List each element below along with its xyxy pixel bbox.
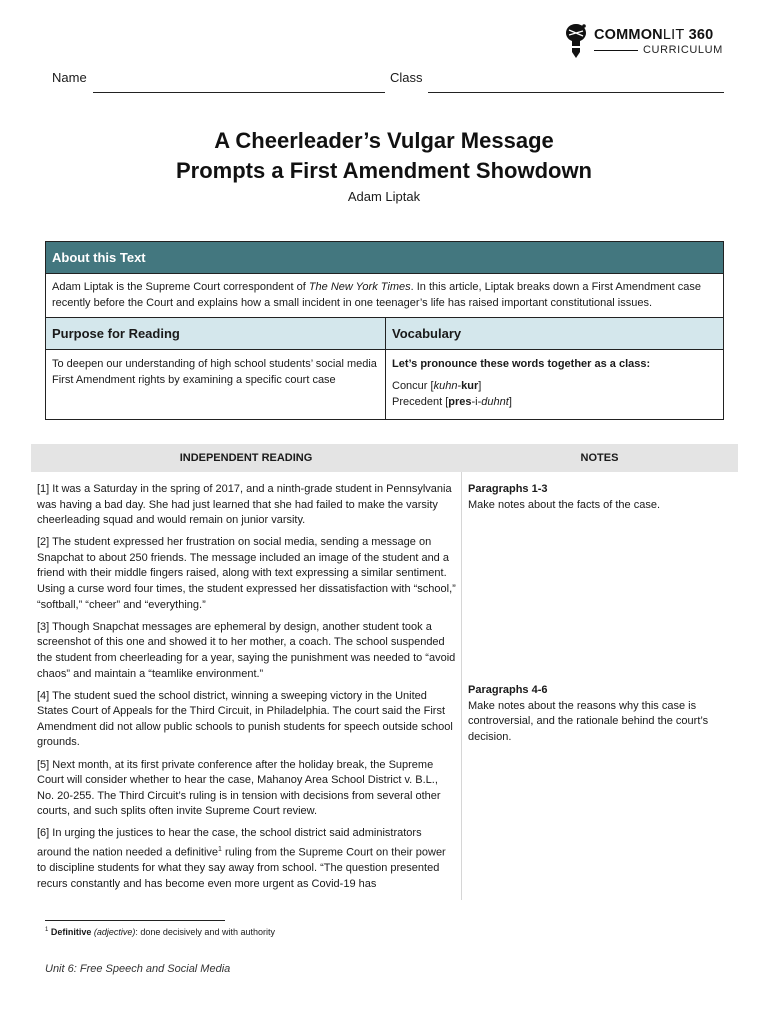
- purpose-column: [46, 318, 385, 419]
- paragraph: [5] Next month, at its first private conference after the holiday break, the Supreme Court will consider whether to hear the case, Mahanoy Area School District v. B.L., No. 20-255. The Third Circuit’s ruling is in tension with decisions from several other courts, and such splits often invite Supreme Court review.: [37, 758, 441, 818]
- reading-header-bar: [31, 444, 738, 472]
- paragraph: [4] The student sued the school district, winning a sweeping victory in the United States Court of Appeals for the Third Circuit, in Philadelphia. The court said the First Amendment did not allow public schools to punish students for speech outside school grounds.: [37, 689, 453, 749]
- paragraph: [2] The student expressed her frustration on social media, sending a message on Snapchat to about 250 friends. The message included an image of the student and a friend with their middle fingers raised, along with text expressing a similar sentiment. Using a curse word four times, the student expressed her dissatisfaction with “school,” “softball,” “cheer” and “everything.”: [37, 536, 456, 611]
- unit-footer: Unit 6: Free Speech and Social Media: [45, 963, 231, 975]
- paragraph: [1] It was a Saturday in the spring of 2017, and a ninth-grade student in Pennsylvania was having a bad day. She had just learned that she had failed to make the varsity cheerleading squad and would remain on junior varsity.: [37, 483, 452, 527]
- lamp-icon: [562, 22, 590, 60]
- class-field[interactable]: [428, 92, 724, 93]
- purpose-heading: Purpose for Reading: [46, 318, 385, 350]
- about-heading: About this Text: [46, 242, 723, 274]
- text-info-table: [45, 241, 724, 420]
- vocabulary-column: [385, 318, 723, 419]
- footnote-marker: 1: [218, 845, 222, 853]
- logo-rule: [594, 50, 638, 51]
- notes-prompt: Make notes about the facts of the case.: [468, 498, 661, 511]
- vocabulary-lead: Let’s pronounce these words together as a class:: [392, 358, 651, 370]
- vocabulary-word: Concur [kuhn-kur]: [392, 380, 482, 392]
- author: Adam Liptak: [347, 189, 421, 204]
- logo-title: COMMONLIT 360: [594, 27, 714, 43]
- vocabulary-body: [386, 350, 723, 419]
- name-label: Name: [52, 70, 87, 85]
- footnote: $^1$ Definitive (adjective): done decisively and with authority: [45, 927, 275, 937]
- purpose-body: To deepen our understanding of high school students’ social media First Amendment rights by examining a specific court case: [52, 358, 377, 386]
- about-body: Adam Liptak is the Supreme Court correspondent of The New York Times. In this article, Liptak breaks down a First Amendment case recently before the Court and explains how a small incident in one teenager’s life has raised important constitutional issues.: [46, 274, 723, 318]
- notes-block[interactable]: [468, 683, 733, 745]
- document-title-line-1: A Cheerleader’s Vulgar Message: [214, 128, 554, 153]
- notes-block[interactable]: [468, 482, 733, 513]
- footnote-rule: [45, 920, 225, 921]
- reading-paragraphs: [37, 482, 457, 899]
- paragraph: [3] Though Snapchat messages are ephemeral by design, another student took a screenshot of this one and showed it to her mother, a coach. The school suspended the student from cheerleading for a year, saying the punishment was needed to “avoid chaos” and maintain a “teamlike environment.”: [37, 620, 456, 680]
- vocabulary-heading: Vocabulary: [386, 318, 723, 350]
- notes-header: NOTES: [580, 452, 619, 464]
- paragraph: [6] In urging the justices to hear the case, the school district said administrators around the nation needed a definitive$^1$ ruling from the Supreme Court on their power to discipline students for what they say away from school. “The question presented recurs constantly and has become even more urgent as Covid-19 has: [37, 827, 446, 890]
- independent-reading-header: INDEPENDENT READING: [179, 452, 313, 464]
- notes-heading: Paragraphs 4-6: [468, 684, 548, 696]
- vocabulary-word: Precedent [pres-i-duhnt]: [392, 396, 512, 408]
- name-field[interactable]: [93, 92, 385, 93]
- notes-heading: Paragraphs 1-3: [468, 483, 548, 495]
- class-label: Class: [390, 70, 423, 85]
- column-divider: [461, 472, 462, 900]
- document-title-line-2: Prompts a First Amendment Showdown: [176, 158, 592, 183]
- logo-subtitle: CURRICULUM: [643, 44, 723, 56]
- notes-prompt: Make notes about the reasons why this case is controversial, and the rationale behind the court’s decision.: [468, 699, 709, 743]
- commonlit-logo: [562, 22, 732, 62]
